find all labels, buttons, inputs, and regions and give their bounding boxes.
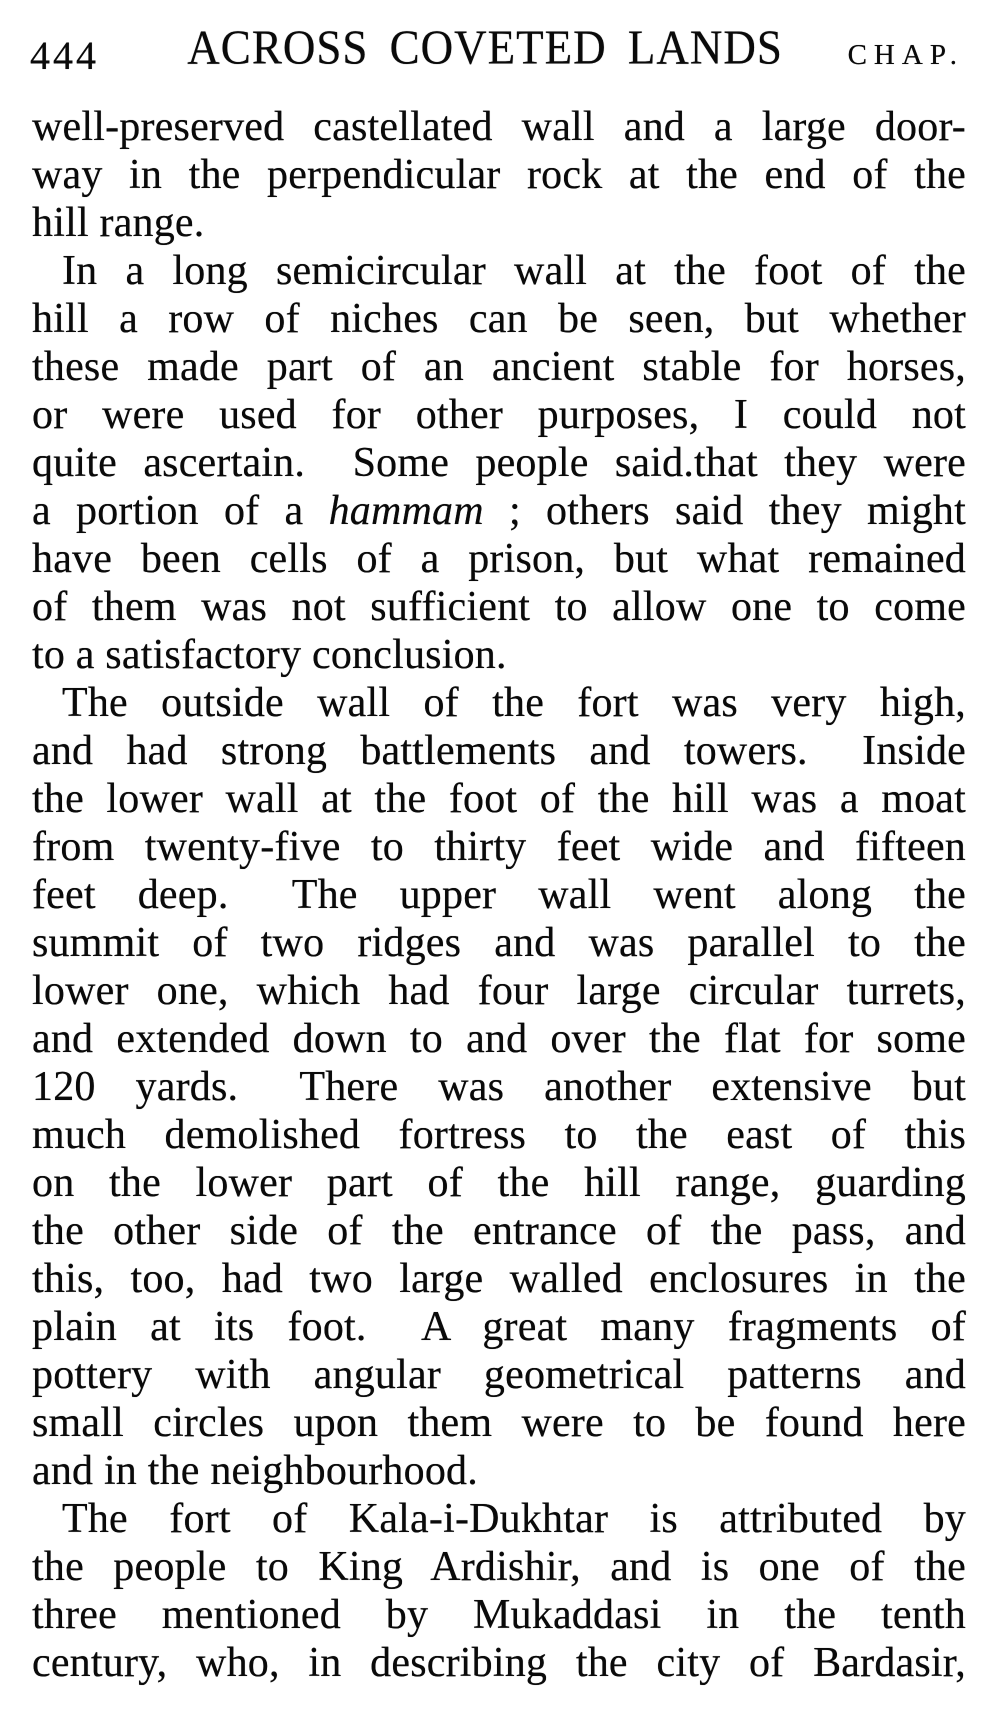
text-line	[32, 535, 966, 583]
text-line	[32, 727, 966, 775]
text-block	[32, 103, 966, 1687]
text-run: and had strong battlements and towers. Inside	[32, 728, 966, 774]
text-run: pottery with angular geometrical patterns and	[32, 1352, 966, 1398]
text-line	[32, 1639, 966, 1687]
text-line	[32, 1015, 966, 1063]
text-run: a portion of a	[32, 488, 329, 534]
text-run: hill range.	[32, 200, 205, 246]
text-run: feet deep. The upper wall went along the	[32, 872, 966, 918]
text-line	[32, 247, 966, 295]
text-run: The outside wall of the fort was very high,	[62, 680, 966, 726]
text-line	[32, 295, 966, 343]
text-line	[32, 823, 966, 871]
text-line	[32, 775, 966, 823]
text-line	[32, 631, 966, 679]
text-line	[32, 1255, 966, 1303]
text-line	[32, 1495, 966, 1543]
text-line	[32, 1591, 966, 1639]
text-run: the other side of the entrance of the pass, and	[32, 1208, 966, 1254]
text-line	[32, 1063, 966, 1111]
text-run: way in the perpendicular rock at the end of the	[32, 152, 966, 198]
italic-term: hammam	[328, 488, 484, 534]
text-run: and in the neighbourhood.	[32, 1448, 478, 1494]
text-line	[32, 919, 966, 967]
page-number: 444	[30, 33, 99, 78]
text-line	[32, 103, 966, 151]
text-line	[32, 439, 966, 487]
text-run: the people to King Ardishir, and is one of the	[32, 1544, 966, 1590]
text-run: the lower wall at the foot of the hill was a moat	[32, 776, 966, 822]
text-line	[32, 967, 966, 1015]
text-run: three mentioned by Mukaddasi in the tenth	[32, 1592, 966, 1638]
text-line	[32, 1207, 966, 1255]
text-line	[32, 343, 966, 391]
text-run: on the lower part of the hill range, guarding	[32, 1160, 966, 1206]
text-run: In a long semicircular wall at the foot of the	[62, 248, 966, 294]
text-run: well-preserved castellated wall and a large door-	[32, 104, 966, 150]
text-line	[32, 871, 966, 919]
text-run: from twenty-five to thirty feet wide and fifteen	[32, 824, 966, 870]
text-line	[32, 151, 966, 199]
text-line	[32, 1399, 966, 1447]
running-title: ACROSS COVETED LANDS	[187, 20, 783, 75]
text-line	[32, 1303, 966, 1351]
text-line	[32, 1447, 966, 1495]
text-run: 120 yards. There was another extensive but	[32, 1064, 966, 1110]
text-run: quite ascertain. Some people said.that they were	[32, 440, 966, 486]
text-line	[32, 199, 966, 247]
text-run: lower one, which had four large circular turrets,	[32, 968, 966, 1014]
text-run: plain at its foot. A great many fragments of	[32, 1304, 966, 1350]
text-run: hill a row of niches can be seen, but whether	[32, 296, 966, 342]
text-line	[32, 583, 966, 631]
text-run: century, who, in describing the city of Bardasir,	[32, 1640, 966, 1686]
text-run: small circles upon them were to be found here	[32, 1400, 966, 1446]
text-line	[32, 679, 966, 727]
text-run: summit of two ridges and was parallel to the	[32, 920, 966, 966]
text-run: to a satisfactory conclusion.	[32, 632, 507, 678]
text-run: this, too, had two large walled enclosures in the	[32, 1256, 966, 1302]
text-run: these made part of an ancient stable for horses,	[32, 344, 966, 390]
text-line	[32, 391, 966, 439]
text-line	[32, 1351, 966, 1399]
chapter-label: CHAP.	[847, 39, 964, 71]
text-run: The fort of Kala-i-Dukhtar is attributed by	[62, 1496, 966, 1542]
text-line	[32, 1159, 966, 1207]
text-run: much demolished fortress to the east of this	[32, 1112, 966, 1158]
text-run: of them was not sufficient to allow one to come	[32, 584, 966, 630]
text-run: or were used for other purposes, I could not	[32, 392, 966, 438]
text-run: and extended down to and over the flat for some	[32, 1016, 966, 1062]
text-line	[32, 1111, 966, 1159]
text-line	[32, 1543, 966, 1591]
text-line	[32, 487, 966, 535]
text-run: have been cells of a prison, but what remained	[32, 536, 966, 582]
page-header	[30, 20, 964, 78]
text-run: ; others said they might	[483, 488, 966, 534]
